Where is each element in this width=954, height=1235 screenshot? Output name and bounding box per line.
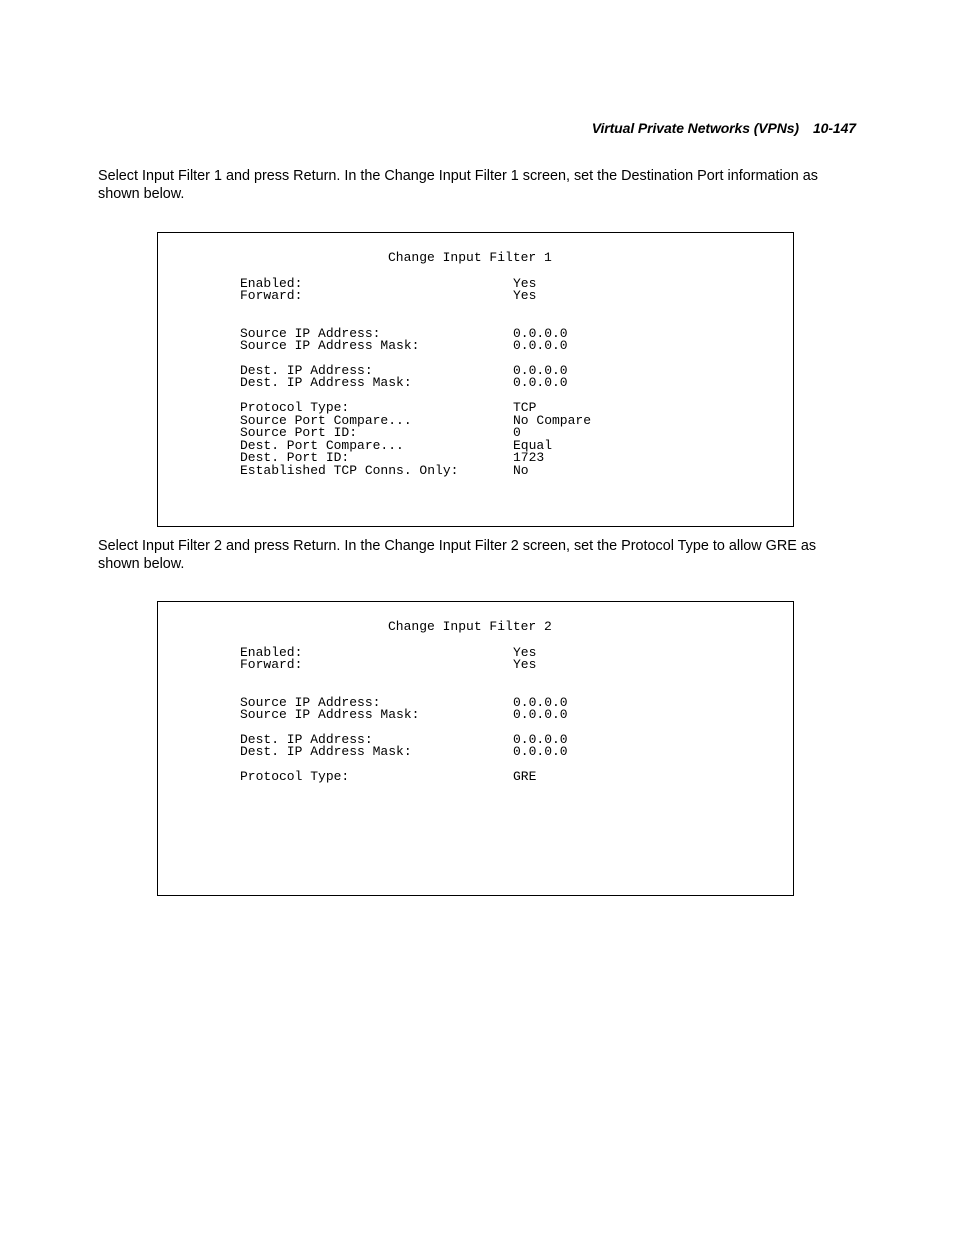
field-label: Protocol Type:	[240, 400, 350, 415]
change-input-filter-1-screen	[157, 232, 794, 527]
field-value: Equal	[513, 438, 553, 453]
field-value: No	[513, 463, 529, 478]
field-value: 0.0.0.0	[513, 363, 568, 378]
field-source-ip-address-mask[interactable]	[240, 340, 760, 353]
field-dest-ip-address-mask[interactable]	[240, 746, 760, 759]
field-value: 0.0.0.0	[513, 732, 568, 747]
field-label: Dest. IP Address Mask:	[240, 375, 412, 390]
screen-title: Change Input Filter 2	[388, 619, 552, 634]
section-title: Virtual Private Networks (VPNs)	[591, 120, 799, 136]
field-established-tcp-conns-only[interactable]	[240, 465, 760, 478]
field-label: Source Port ID:	[240, 425, 358, 440]
field-label: Source IP Address Mask:	[240, 707, 420, 722]
field-label: Source Port Compare...	[240, 413, 412, 428]
field-label: Forward:	[240, 288, 303, 303]
instruction-paragraph-2: Select Input Filter 2 and press Return. In the Change Input Filter 2 screen, set the Protocol Type to allow GRE as shown below.	[98, 538, 817, 572]
screen-title: Change Input Filter 1	[388, 250, 552, 265]
field-value: 0.0.0.0	[513, 707, 568, 722]
field-label: Dest. IP Address:	[240, 732, 373, 747]
field-value: No Compare	[513, 413, 592, 428]
field-label: Protocol Type:	[240, 769, 350, 784]
field-value: GRE	[513, 769, 537, 784]
field-forward[interactable]	[240, 290, 760, 303]
field-value: 0.0.0.0	[513, 375, 568, 390]
field-label: Enabled:	[240, 645, 303, 660]
field-label: Enabled:	[240, 276, 303, 291]
field-label: Dest. IP Address Mask:	[240, 744, 412, 759]
field-value: Yes	[513, 645, 537, 660]
field-label: Dest. Port ID:	[240, 450, 350, 465]
field-value: 0.0.0.0	[513, 326, 568, 341]
field-label: Dest. Port Compare...	[240, 438, 404, 453]
field-value: Yes	[513, 288, 537, 303]
field-value: 0	[513, 425, 521, 440]
field-dest-ip-address-mask[interactable]	[240, 377, 760, 390]
change-input-filter-2-screen	[157, 601, 794, 896]
field-value: 1723	[513, 450, 545, 465]
running-header	[592, 120, 856, 136]
field-protocol-type[interactable]	[240, 771, 760, 784]
field-value: 0.0.0.0	[513, 744, 568, 759]
field-source-ip-address-mask[interactable]	[240, 709, 760, 722]
field-label: Source IP Address:	[240, 326, 381, 341]
field-label: Source IP Address:	[240, 695, 381, 710]
field-label: Dest. IP Address:	[240, 363, 373, 378]
field-value: TCP	[513, 400, 537, 415]
field-label: Source IP Address Mask:	[240, 338, 420, 353]
field-label: Established TCP Conns. Only:	[240, 463, 459, 478]
field-value: Yes	[513, 657, 537, 672]
field-value: 0.0.0.0	[513, 338, 568, 353]
field-value: 0.0.0.0	[513, 695, 568, 710]
field-forward[interactable]	[240, 659, 760, 672]
field-value: Yes	[513, 276, 537, 291]
field-label: Forward:	[240, 657, 303, 672]
page-number: 10-147	[813, 120, 856, 136]
instruction-paragraph-1: Select Input Filter 1 and press Return. In the Change Input Filter 1 screen, set the Destination Port information as shown below.	[98, 168, 818, 202]
